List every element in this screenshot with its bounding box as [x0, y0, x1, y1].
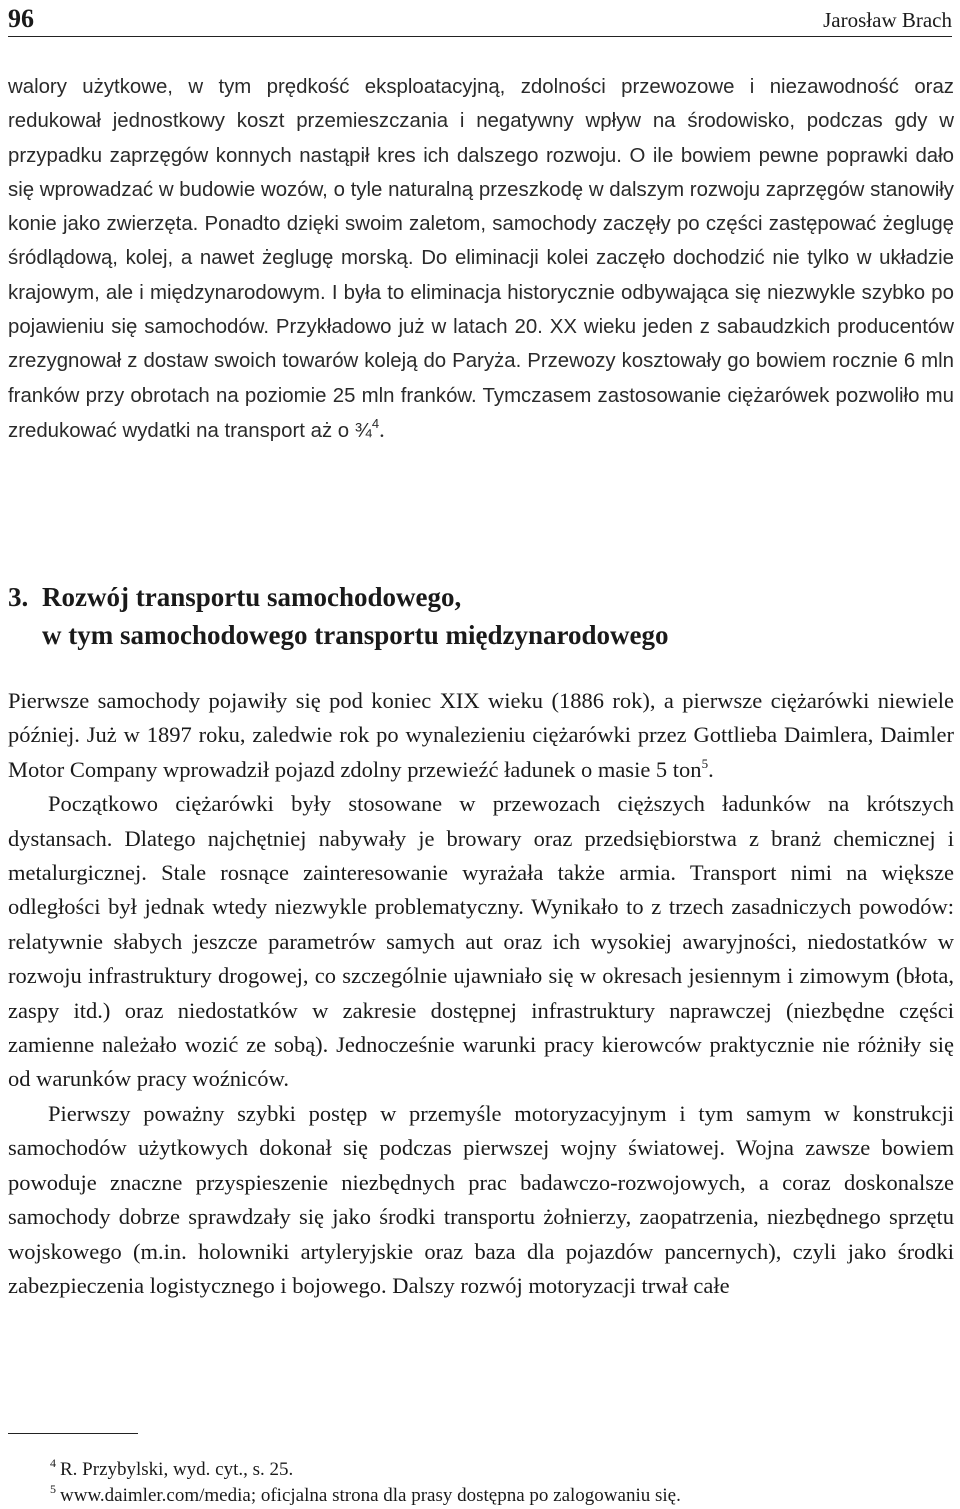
paragraph-3: Początkowo ciężarówki były stosowane w przewozach cięższych ładunków na krótszych dystansach. Dlatego najchętniej nabywały je browary oraz przedsiębiorstwa z branż chemicznej i metalurgicznej. Stale rosnące zainteresowanie wyrażała także armia. Transport nimi na większe odległości był jednak wtedy niezwykle problematyczny. Wynikało to z trzech zasadniczych powodów: relatywnie słabych jeszcze parametrów samych aut oraz ich wysokiej awaryjności, niedostatków w rozwoju infrastruktury drogowej, co szczególnie ujawniało się w okresach jesiennym i zimowym (błota, zaspy itd.) oraz niedostatków w zakresie dostępnej infrastruktury naprawczej (niezbędne części zamienne należało wozić ze sobą). Jednocześnie warunki pracy kierowców praktycznie nie różniły się od warunków pracy woźniców.	[8, 791, 954, 1092]
running-header	[8, 0, 952, 37]
body-text-main	[8, 684, 954, 1303]
section-heading	[8, 578, 948, 654]
body-text-top	[8, 70, 954, 448]
footnote-separator	[8, 1433, 138, 1434]
footnote-5	[50, 1483, 950, 1509]
section-title-line1: Rozwój transportu samochodowego,	[42, 582, 462, 612]
section-heading-line1	[8, 578, 948, 616]
footnote-4-text: R. Przybylski, wyd. cyt., s. 25.	[60, 1459, 294, 1480]
footnote-5-text: www.daimler.com/media; oficjalna strona dla prasy dostępna po zalogowaniu się.	[60, 1485, 681, 1506]
paragraph-2-end: .	[708, 756, 714, 782]
footnotes	[50, 1457, 950, 1509]
paragraph-1	[8, 70, 954, 448]
footnote-ref-4[interactable]: 4	[371, 415, 380, 431]
paragraph-2	[8, 684, 954, 787]
page-number: 96	[8, 4, 34, 33]
paragraph-1-text: walory użytkowe, w tym prędkość eksploatacyjną, zdolności przewozowe i niezawodność oraz redukował jednostkowy koszt przemieszczania i negatywny wpływ na środowisko, podczas gdy w przypadku zaprzęgów konnych nastąpił kres ich dalszego rozwoju. O ile bowiem pewne poprawki dało się wprowadzać w budowie wozów, o tyle naturalną przeszkodę w dalszym rozwoju zaprzęgów stanowiły konie jako zwierzęta. Ponadto dzięki swoim zaletom, samochody zaczęły po części zastępować żeglugę śródlądową, kolej, a nawet żeglugę morską. Do eliminacji kolei zaczęło dochodzić nie tylko w układzie krajowym, ale i międzynarodowym. I była to eliminacja historycznie odbywająca się niezwykle szybko po pojawieniu się samochodów. Przykładowo już w latach 20. XX wieku jeden z sabaudzkich producentów zrezygnował z dostaw swoich towarów koleją do Paryża. Przewozy kosztowały go bowiem rocznie 6 mln franków przy obrotach na poziomie 25 mln franków. Tymczasem zastosowanie ciężarówek pozwoliło mu zredukować wydatki na transport aż o ¾	[8, 76, 954, 442]
footnote-4-number: 4	[50, 1456, 56, 1470]
running-author: Jarosław Brach	[823, 8, 952, 32]
paragraph-4: Pierwszy poważny szybki postęp w przemyśle motoryzacyjnym i tym samym w konstrukcji samochodów użytkowych dokonał się podczas pierwszej wojny światowej. Wojna zawsze bowiem powoduje znaczne przyspieszenie niezbędnych prac badawczo-rozwojowych, a coraz doskonalsze samochody dobrze sprawdzały się jako środki transportu żołnierzy, zaopatrzenia, niezbędnego sprzętu wojskowego (m.in. holowniki artyleryjskie oraz baza dla pojazdów pancernych), czyli jako środki zabezpieczenia logistycznego i bojowego. Dalszy rozwój motoryzacji trwał całe	[8, 1100, 954, 1298]
section-title-line2: w tym samochodowego transportu międzynarodowego	[42, 620, 669, 650]
paragraph-1-end: .	[379, 416, 385, 442]
footnote-4	[50, 1457, 950, 1483]
footnote-ref-5[interactable]: 5	[701, 755, 709, 771]
section-number: 3.	[8, 582, 29, 612]
footnote-5-number: 5	[50, 1482, 56, 1496]
paragraph-2-text: Pierwsze samochody pojawiły się pod koniec XIX wieku (1886 rok), a pierwsze ciężarówki niewiele później. Już w 1897 roku, zaledwie rok po wynalezieniu ciężarówki przez Gottlieba Daimlera, Daimler Motor Company wprowadził pojazd zdolny przewieźć ładunek o masie 5 ton	[8, 688, 954, 782]
